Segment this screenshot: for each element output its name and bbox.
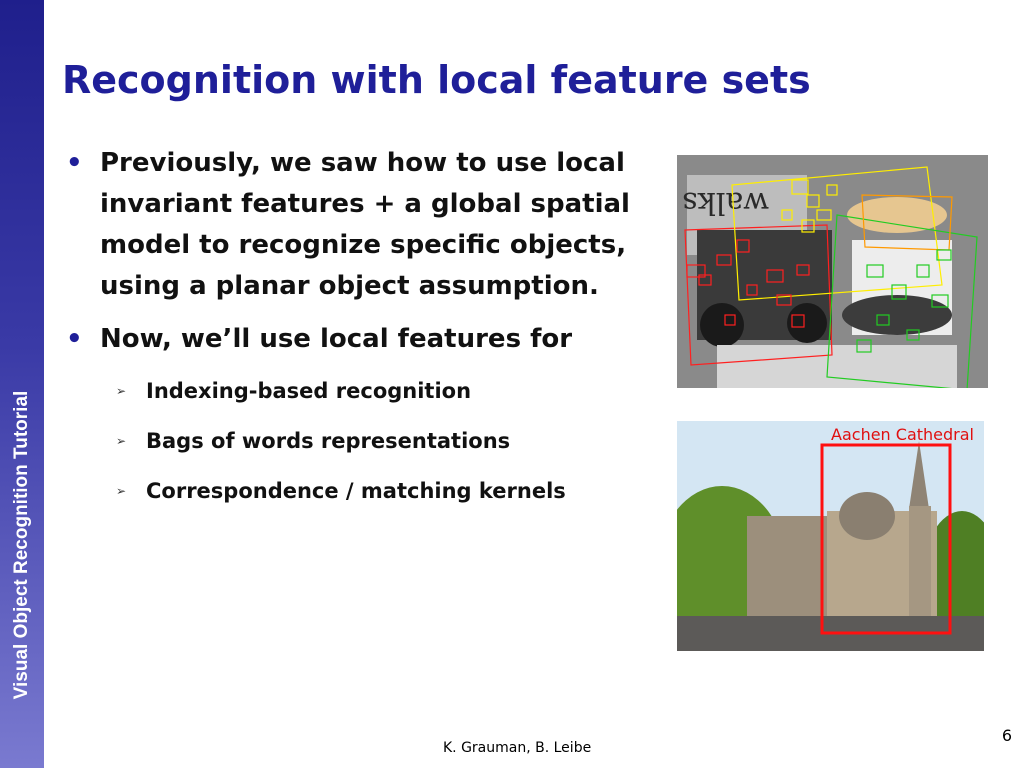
sidebar-title: Visual Object Recognition Tutorial <box>11 390 32 700</box>
arrow-bullet-icon: ➢ <box>116 484 127 498</box>
bullet-icon: • <box>66 148 83 178</box>
bullet-icon: • <box>66 324 83 354</box>
objects-photo-text: walks <box>682 185 769 220</box>
bullet-item <box>62 319 652 516</box>
arrow-bullet-icon: ➢ <box>116 384 127 398</box>
arrow-bullet-icon: ➢ <box>116 434 127 448</box>
bullet-item <box>62 143 652 307</box>
bullet-list <box>62 143 652 528</box>
sub-bullet-item <box>100 366 652 416</box>
sub-bullet-item <box>100 416 652 466</box>
cathedral-photo <box>677 421 984 651</box>
object-recognition-photo <box>677 155 988 388</box>
sidebar <box>0 0 44 768</box>
cathedral-scene-svg <box>677 421 984 651</box>
footer-authors: K. Grauman, B. Leibe <box>443 740 592 756</box>
slide-title: Recognition with local feature sets <box>62 58 811 102</box>
bullet-text: Now, we’ll use local features for <box>100 324 573 354</box>
sub-bullet-text: Correspondence / matching kernels <box>146 479 566 503</box>
cathedral-label: Aachen Cathedral <box>831 425 974 444</box>
sub-bullet-list <box>100 366 652 516</box>
sub-bullet-text: Indexing-based recognition <box>146 379 472 403</box>
sub-bullet-text: Bags of words representations <box>146 429 511 453</box>
bullet-text: Previously, we saw how to use local invariant features + a global spatial model to recognize specific objects, using a planar object assumption. <box>100 148 630 301</box>
feature-overlay-svg <box>677 155 988 388</box>
sub-bullet-item <box>100 466 652 516</box>
page-number: 6 <box>1001 726 1012 745</box>
